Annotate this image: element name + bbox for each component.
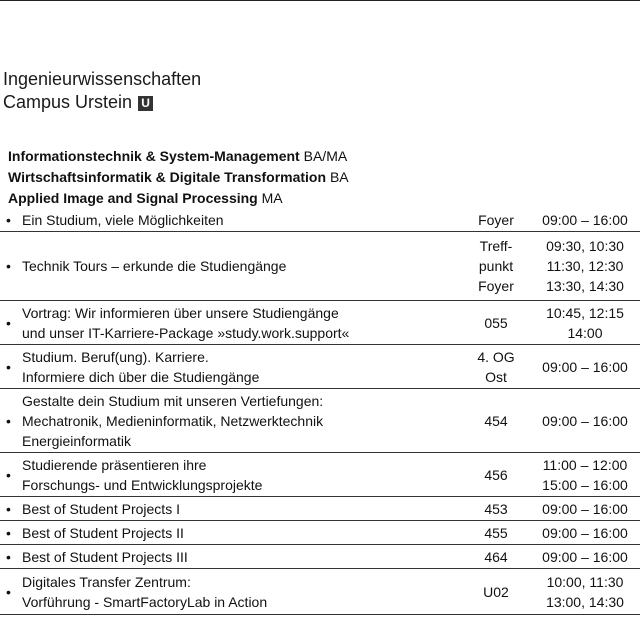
schedule-row [0, 389, 640, 453]
event-time-line: 09:00 – 16:00 [542, 358, 628, 375]
event-room [462, 499, 530, 519]
event-room [462, 347, 530, 387]
event-time [530, 236, 640, 296]
event-time-line: 15:00 – 16:00 [542, 476, 628, 493]
event-room [462, 236, 530, 296]
event-time [530, 357, 640, 377]
event-room [462, 411, 530, 431]
event-description-line: Studium. Beruf(ung). Karriere. [22, 348, 209, 365]
event-room-line: Treff- [479, 238, 513, 254]
event-time-line: 09:30, 10:30 [546, 238, 624, 254]
bullet-icon: • [6, 466, 11, 483]
event-room [462, 582, 530, 602]
bullet-icon: • [6, 548, 11, 565]
event-room-line: U02 [483, 583, 509, 600]
event-room-line: punkt [478, 258, 514, 274]
event-time-line: 09:00 – 16:00 [542, 500, 628, 517]
schedule-row [0, 301, 640, 345]
program-degree: MA [261, 190, 283, 206]
event-time [530, 411, 640, 431]
study-programs [8, 146, 349, 209]
event-time-line: 11:30, 12:30 [546, 258, 624, 274]
event-description-line: Informiere dich über die Studiengänge [22, 368, 260, 385]
event-time [530, 210, 640, 230]
event-description-line: Vorführung - SmartFactoryLab in Action [22, 593, 268, 610]
event-time-line: 14:00 [567, 324, 603, 341]
event-description-line: und unser IT-Karriere-Package »study.work.support« [22, 324, 350, 341]
event-description [22, 523, 462, 543]
schedule-row [0, 545, 640, 569]
event-room [462, 313, 530, 333]
event-description-line: Vortrag: Wir informieren über unsere Studiengänge [22, 304, 339, 321]
event-time [530, 523, 640, 543]
bullet-icon: • [6, 412, 11, 429]
event-time-line: 10:45, 12:15 [546, 304, 624, 321]
faculty-title: Ingenieurwissenschaften [3, 69, 202, 89]
event-description [22, 455, 462, 495]
event-description-line: Technik Tours – erkunde die Studiengänge [22, 258, 287, 274]
event-description [22, 391, 462, 451]
top-border [0, 0, 640, 1]
schedule-row [0, 345, 640, 389]
program-item [8, 188, 349, 209]
event-time [530, 572, 640, 612]
schedule-row [0, 521, 640, 545]
program-degree: BA [329, 169, 349, 185]
event-description-line: Ein Studium, viele Möglichkeiten [22, 211, 224, 228]
event-time-line: 09:00 – 16:00 [542, 548, 628, 565]
event-description [22, 572, 462, 612]
program-name: Wirtschaftsinformatik & Digitale Transformation [8, 169, 327, 185]
campus-logo-icon: U [138, 96, 153, 111]
schedule-row [0, 208, 640, 232]
campus-name: Campus Urstein [3, 92, 133, 112]
event-description-line: Best of Student Projects II [22, 524, 184, 541]
program-item [8, 167, 349, 188]
event-description-line: Energieinformatik [22, 432, 131, 449]
event-description-line: Gestalte dein Studium mit unseren Vertiefungen: [22, 392, 324, 409]
event-time [530, 499, 640, 519]
event-room-line: 4. OG [477, 348, 515, 365]
event-description [22, 303, 462, 343]
event-room-line: 453 [484, 500, 508, 517]
schedule-row [0, 232, 640, 301]
campus-title [3, 91, 201, 114]
bullet-icon: • [6, 258, 11, 274]
schedule-row [0, 569, 640, 615]
event-description-line: Mechatronik, Medieninformatik, Netzwerktechnik [22, 412, 324, 429]
event-description-line: Digitales Transfer Zentrum: [22, 573, 191, 590]
bullet-icon: • [6, 500, 11, 517]
event-time-line: 13:00, 14:30 [546, 593, 624, 610]
event-room-line: Foyer [478, 211, 514, 228]
event-description [22, 499, 462, 519]
event-description-line: Best of Student Projects I [22, 500, 180, 517]
program-name: Informationstechnik & System-Management [8, 148, 300, 164]
bullet-icon: • [6, 524, 11, 541]
event-room-line: 055 [484, 314, 508, 331]
event-room [462, 465, 530, 485]
bullet-icon: • [6, 358, 11, 375]
event-time [530, 303, 640, 343]
event-time [530, 547, 640, 567]
event-time-line: 13:30, 14:30 [546, 278, 624, 294]
bullet-icon: • [6, 211, 11, 228]
event-description [22, 547, 462, 567]
page-header [3, 68, 201, 114]
event-room-line: 455 [484, 524, 508, 541]
program-item [8, 146, 349, 167]
event-time-line: 09:00 – 16:00 [542, 211, 628, 228]
event-time-line: 11:00 – 12:00 [542, 456, 628, 473]
schedule-row [0, 497, 640, 521]
event-room-line: Foyer [478, 278, 514, 294]
schedule-row [0, 453, 640, 497]
bullet-icon: • [6, 583, 11, 600]
event-description-line: Best of Student Projects III [22, 548, 188, 565]
event-description [22, 347, 462, 387]
event-room-line: 456 [484, 466, 508, 483]
event-room-line: 464 [484, 548, 508, 565]
event-room-line: Ost [485, 368, 507, 385]
event-description-line: Forschungs- und Entwicklungsprojekte [22, 476, 263, 493]
event-time-line: 10:00, 11:30 [546, 573, 624, 590]
event-time-line: 09:00 – 16:00 [542, 524, 628, 541]
program-degree: BA/MA [303, 148, 348, 164]
bullet-icon: • [6, 314, 11, 331]
event-time [530, 455, 640, 495]
event-description-line: Studierende präsentieren ihre [22, 456, 207, 473]
event-description [22, 210, 462, 230]
event-time-line: 09:00 – 16:00 [542, 412, 628, 429]
program-name: Applied Image and Signal Processing [8, 190, 258, 206]
event-room [462, 547, 530, 567]
event-room [462, 523, 530, 543]
event-room [462, 210, 530, 230]
schedule-table [0, 208, 640, 615]
event-room-line: 454 [484, 412, 508, 429]
event-description [22, 256, 462, 276]
